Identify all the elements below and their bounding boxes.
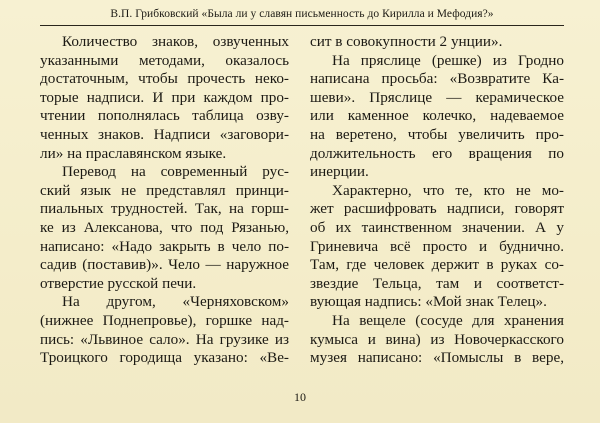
text-line: жет расшифровать надписи, говорят bbox=[310, 200, 564, 218]
text-line: пиальных трудностей. Так, на горш- bbox=[40, 200, 289, 218]
text-line: Перевод на современный рус- bbox=[62, 163, 289, 181]
text-line: вующая надпись: «Мой знак Телец». bbox=[310, 293, 547, 311]
right-column bbox=[310, 33, 564, 368]
text-line: Характерно, что те, кто не мо- bbox=[332, 181, 564, 199]
left-column bbox=[40, 33, 289, 368]
text-line: музея написано: «Помыслы в вере, bbox=[310, 349, 564, 367]
text-line: звездие Тельца, там и соответст- bbox=[310, 274, 564, 292]
text-line: на веретено, чтобы увеличить про- bbox=[310, 125, 564, 143]
text-line: чтении пополнялась таблица озву- bbox=[40, 107, 289, 125]
text-line: Количество знаков, озвученных bbox=[62, 33, 289, 50]
text-line: На пряслице (решке) из Гродно bbox=[332, 51, 564, 69]
text-line: или каменное колечко, надеваемое bbox=[310, 107, 564, 125]
text-line: написано: «Надо закрыть в чело по- bbox=[40, 237, 289, 255]
text-line: пись: «Львиное сало». На грузике из bbox=[40, 330, 289, 348]
text-line: ский язык не представлял принци- bbox=[40, 181, 289, 199]
text-line: Гриневича всё просто и буднично. bbox=[310, 237, 564, 255]
text-line: торые надписи. И при каждом про- bbox=[40, 88, 289, 106]
text-line: На вещеле (сосуде для хранения bbox=[332, 311, 564, 329]
text-line: шеви». Пряслице — керамическое bbox=[310, 88, 564, 106]
header-rule bbox=[40, 25, 564, 26]
text-line: ке из Алексанова, что под Рязанью, bbox=[40, 218, 289, 236]
text-line: Троицкого городища указано: «Ве- bbox=[40, 349, 289, 367]
text-line: отверстие русской печи. bbox=[40, 274, 197, 292]
text-line: достаточным, чтобы прочесть неко- bbox=[40, 70, 289, 88]
text-line: об их таинственном значении. А у bbox=[310, 218, 564, 236]
text-line: инерции. bbox=[310, 163, 369, 181]
text-line: кумыса и вина) из Новочеркасского bbox=[310, 330, 564, 348]
text-line: сит в совокупности 2 унции». bbox=[310, 33, 503, 50]
text-line: ли» на праславянском языке. bbox=[40, 144, 227, 162]
text-line: указанными методами, оказалось bbox=[40, 51, 289, 69]
text-line: садив (поставив)». Чело — наружное bbox=[40, 256, 289, 274]
text-line: написана просьба: «Возвратите Ка- bbox=[310, 70, 564, 88]
text-line: должительность его вращения по bbox=[310, 144, 564, 162]
text-line: ченных знаков. Надписи «заговори- bbox=[40, 125, 289, 143]
text-line: (нижнее Поднепровье), горшке над- bbox=[40, 311, 289, 329]
text-line: Там, где человек держит в руках со- bbox=[310, 256, 564, 274]
running-header: В.П. Грибковский «Была ли у славян письменность до Кирилла и Мефодия?» bbox=[110, 8, 494, 20]
text-line: На другом, «Черняховском» bbox=[62, 293, 289, 311]
page-number: 10 bbox=[294, 390, 306, 404]
